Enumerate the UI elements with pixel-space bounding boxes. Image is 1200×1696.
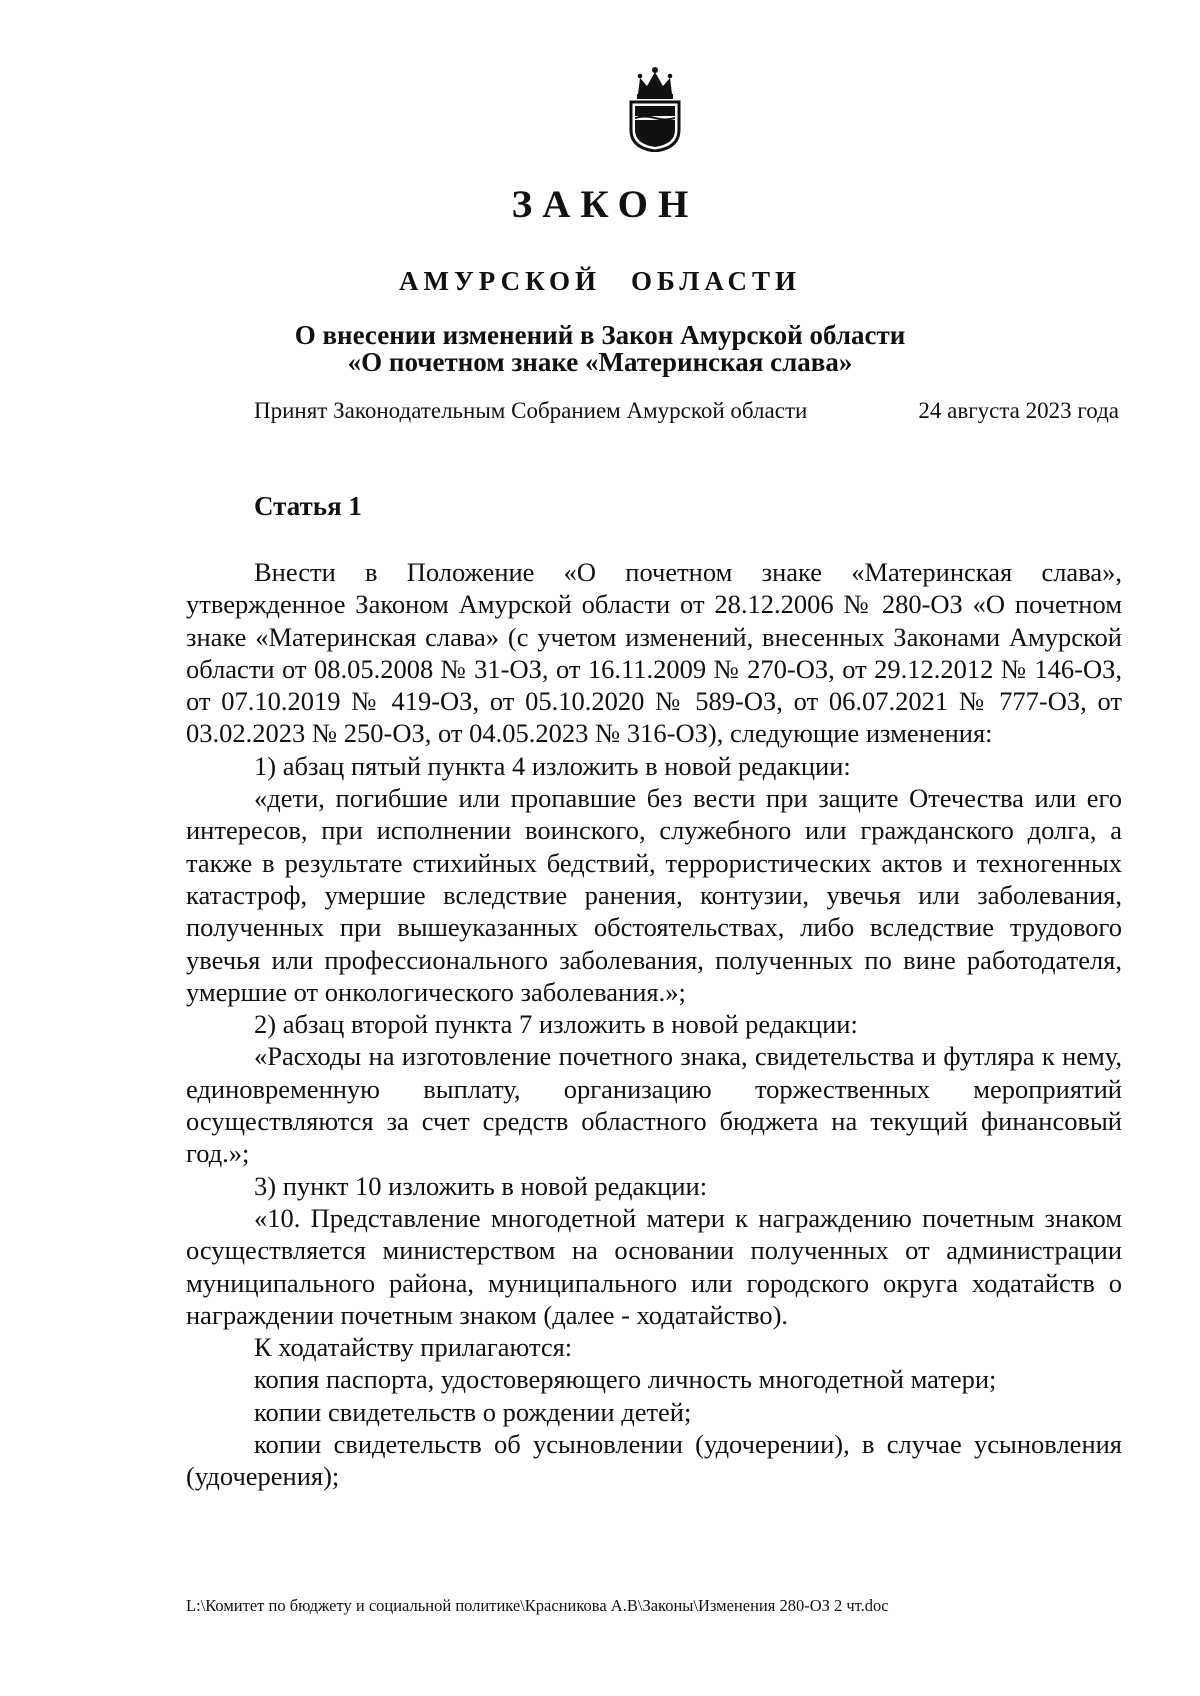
article-body — [186, 556, 1122, 1493]
article-title: Статья 1 — [254, 491, 362, 521]
footer-file-path: L:\Комитет по бюджету и социальной политике\Красникова А.В\Законы\Изменения 280-ОЗ 2 чт.doc — [186, 1596, 889, 1615]
article-paragraph: К ходатайству прилагаются: — [254, 1332, 573, 1363]
adoption-line — [254, 397, 1119, 425]
article-paragraph: копии свидетельств об усыновлении (удочерении), в случае усыновления (удочерения); — [186, 1429, 1122, 1492]
article-paragraph: 2) абзац второй пункта 7 изложить в новой редакции: — [254, 1009, 858, 1040]
article-paragraph: копии свидетельств о рождении детей; — [254, 1396, 692, 1427]
law-subject-line-2: «О почетном знаке «Материнская слава» — [347, 347, 853, 377]
adopted-by: Принят Законодательным Собранием Амурской области — [254, 398, 808, 423]
region-title — [0, 265, 1200, 297]
article-paragraph: копия паспорта, удостоверяющего личность многодетной матери; — [254, 1364, 997, 1395]
article-paragraph: 3) пункт 10 изложить в новой редакции: — [254, 1170, 708, 1201]
adopted-date: 24 августа 2023 года — [918, 398, 1119, 423]
article-paragraph: «Расходы на изготовление почетного знака, свидетельства и футляра к нему, единовременную выплату, организацию торжественных мероприятий осуществляются за счет средств областного бюджета на текущий финансовый год.»; — [186, 1041, 1122, 1169]
law-subject — [0, 322, 1200, 376]
article-paragraph: «10. Представление многодетной матери к награждению почетным знаком осуществляется министерством на основании полученных от администрации муниципального района, муниципального или городского округа ходатайств о награждении почетным знаком (далее - ходатайство). — [186, 1202, 1122, 1330]
region-word-1: АМУРСКОЙ — [399, 266, 602, 296]
article-paragraph: «дети, погибшие или пропавшие без вести при защите Отечества или его интересов, при исполнении воинского, служебного или гражданского долга, а также в результате стихийных бедствий, террористических актов и техногенных катастроф, умершие вследствие ранения, контузии, увечья или заболевания, полученных при вышеуказанных обстоятельствах, либо вследствие трудового увечья или профессионального заболевания, полученных по вине работодателя, умершие от онкологического заболевания.»; — [186, 783, 1122, 1007]
amur-region-coat-of-arms-icon — [626, 64, 684, 152]
region-word-2: ОБЛАСТИ — [631, 266, 801, 296]
law-title: ЗАКОН — [511, 183, 699, 226]
law-subject-line-1: О внесении изменений в Закон Амурской области — [294, 320, 906, 350]
article-paragraph: 1) абзац пятый пункта 4 изложить в новой редакции: — [254, 750, 851, 781]
article-paragraph: Внести в Положение «О почетном знаке «Материнская слава», утвержденное Законом Амурской области от 28.12.2006 № 280-ОЗ «О почетном знаке «Материнская слава» (с учетом изменений, внесенных Законами Амурской области от 08.05.2008 № 31-ОЗ, от 16.11.2009 № 270-ОЗ, от 29.12.2012 № 146-ОЗ, от 07.10.2019 № 419-ОЗ, от 05.10.2020 № 589-ОЗ, от 06.07.2021 № 777-ОЗ, от 03.02.2023 № 250-ОЗ, от 04.05.2023 № 316-ОЗ), следующие изменения: — [186, 557, 1122, 749]
